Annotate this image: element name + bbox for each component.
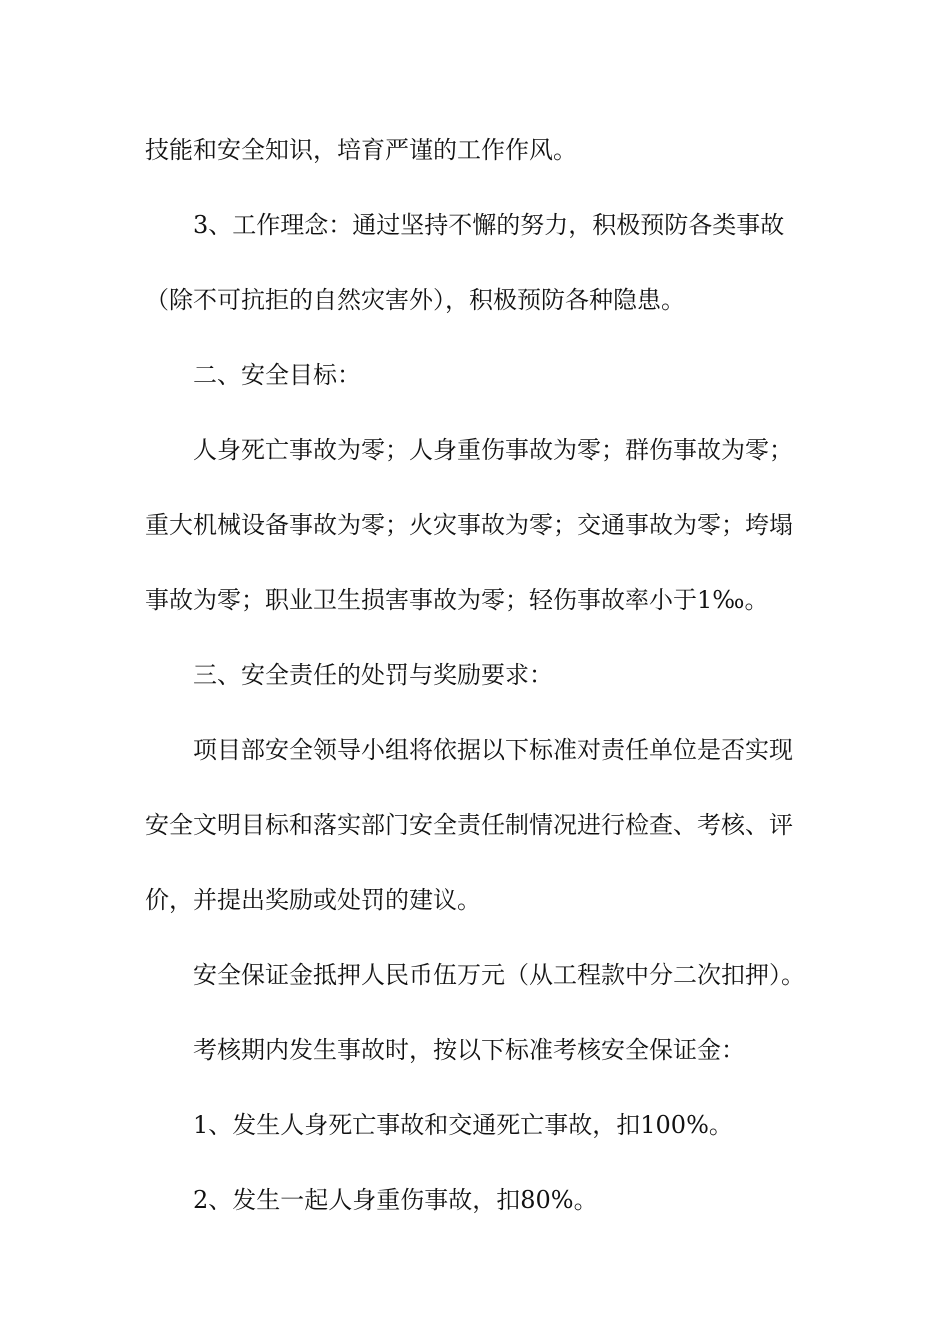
paragraph-line: 重大机械设备事故为零；火灾事故为零；交通事故为零；垮塌 [145,511,793,539]
paragraph-line: 人身死亡事故为零；人身重伤事故为零；群伤事故为零； [193,436,793,464]
paragraph-line: 事故为零；职业卫生损害事故为零；轻伤事故率小于1‰。 [145,586,769,614]
paragraph-line: 安全文明目标和落实部门安全责任制情况进行检查、考核、评 [145,811,793,839]
list-item: 2、发生一起人身重伤事故，扣80%。 [193,1186,598,1214]
section-heading: 三、安全责任的处罚与奖励要求： [193,661,553,689]
paragraph-line: 技能和安全知识，培育严谨的工作作风。 [145,136,577,164]
paragraph-line: 3、工作理念：通过坚持不懈的努力，积极预防各类事故 [193,211,785,239]
list-item: 1、发生人身死亡事故和交通死亡事故，扣100%。 [193,1111,733,1139]
section-heading: 二、安全目标： [193,361,361,389]
paragraph-line: 考核期内发生事故时，按以下标准考核安全保证金： [193,1036,745,1064]
paragraph-line: 安全保证金抵押人民币伍万元（从工程款中分二次扣押）。 [193,961,805,989]
paragraph-line: 价，并提出奖励或处罚的建议。 [145,886,481,914]
paragraph-line: （除不可抗拒的自然灾害外），积极预防各种隐患。 [145,286,685,314]
paragraph-line: 项目部安全领导小组将依据以下标准对责任单位是否实现 [193,736,793,764]
